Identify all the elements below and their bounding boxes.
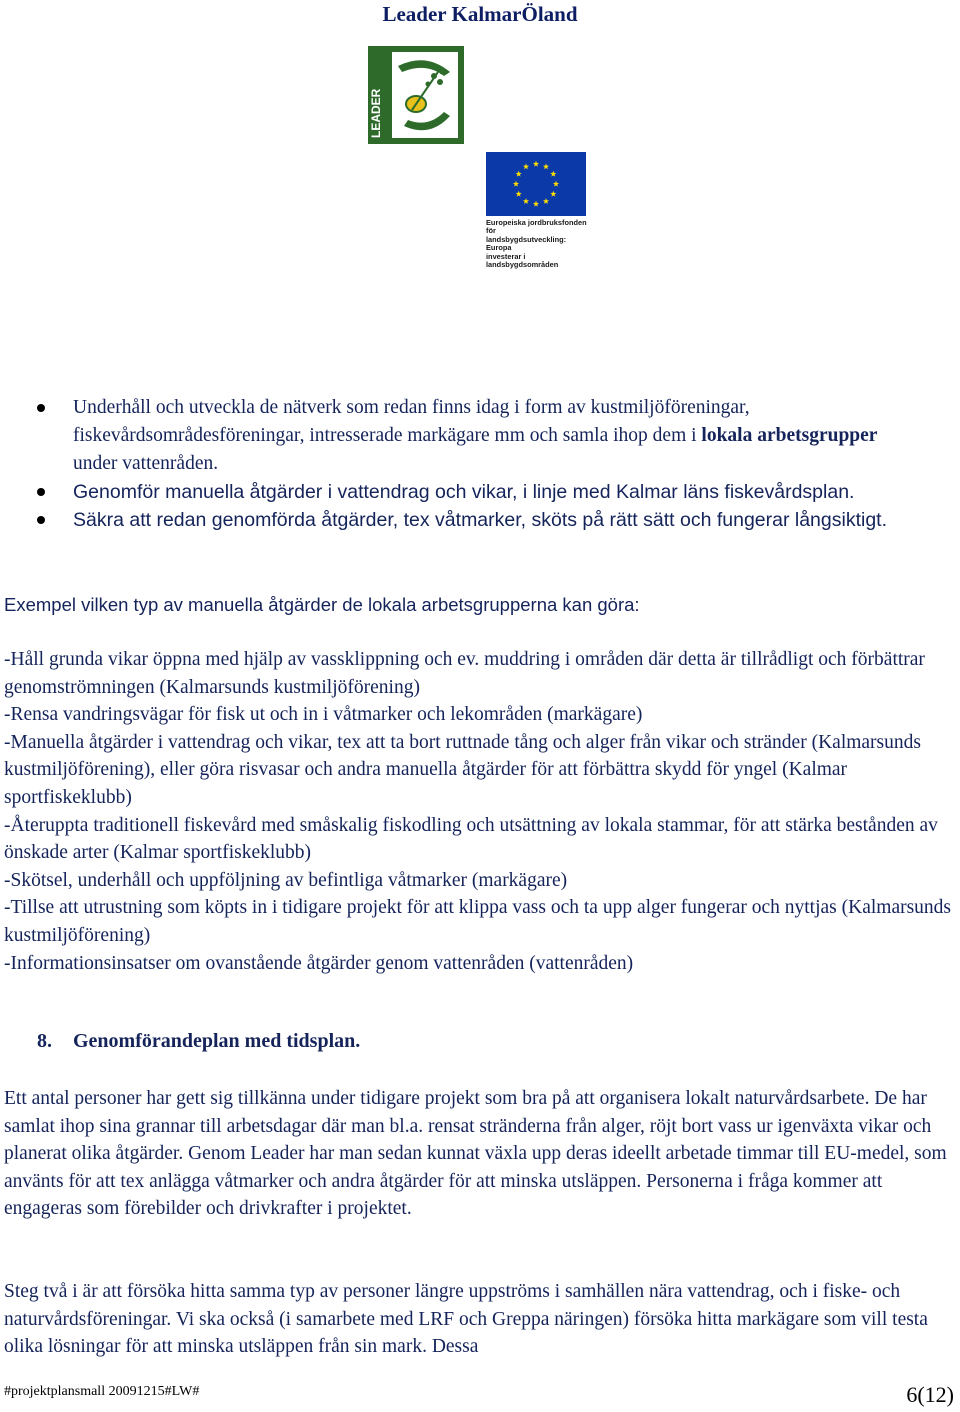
section-number: 8. <box>37 1030 52 1052</box>
section-heading <box>37 1030 360 1053</box>
leader-logo-text: LEADER <box>369 88 383 138</box>
bold-phrase: lokala arbetsgrupper <box>701 425 878 446</box>
eu-caption-line: investerar i landsbygdsområden <box>486 251 559 270</box>
measure-item: -Informationsinsatser om ovanstående åtgärder genom vattenråden (vattenråden) <box>4 952 634 974</box>
measure-item: -Manuella åtgärder i vattendrag och vikar, tex att ta bort ruttnade tång och alger från vikar och stränder (Kalmarsunds kustmiljöförening), eller göra risvasar och andra manuella åtgärder för att förbättra skydd för yngel (Kalmar sportfiskeklubb) <box>4 731 921 808</box>
bullet-text: Genomför manuella åtgärder i vattendrag och vikar, i linje med Kalmar läns fiskevårdsplan. <box>73 481 855 503</box>
body-paragraph: Steg två i är att försöka hitta samma typ av personer längre uppströms i samhällen nära vattendrag, och i fiske- och naturvårdsföreningar. Vi ska också (i samarbete med LRF och Greppa näringen) försöka hitta markägare som vill testa olika lösningar för att minska utsläppen från sin mark. Dessa <box>4 1281 928 1358</box>
bullet-item <box>0 506 960 534</box>
eu-flag-icon <box>486 152 586 216</box>
footer-page-number: 6(12) <box>906 1382 954 1407</box>
leader-logo <box>368 46 464 144</box>
measure-item: -Rensa vandringsvägar för fisk ut och in i våtmarker och lekområden (markägare) <box>4 704 643 726</box>
measure-item: -Skötsel, underhåll och uppföljning av befintliga våtmarker (markägare) <box>4 869 568 891</box>
bullet-text: Säkra att redan genomförda åtgärder, tex våtmarker, sköts på rätt sätt och fungerar långsiktigt. <box>73 509 888 531</box>
section-title: Genomförandeplan med tidsplan. <box>73 1030 361 1052</box>
measure-item: -Håll grunda vikar öppna med hjälp av vassklippning och ev. muddring i områden där detta är tillrådligt och förbättrar genomströmningen (Kalmarsunds kustmiljöförening) <box>4 649 925 698</box>
bullet-text: Underhåll och utveckla de nätverk som redan finns idag i form av kustmiljöföreningar, fiskevårdsområdesföreningar, intresserade markägare mm och samla ihop dem i lokala arbetsgrupper under vattenråden. <box>73 397 878 474</box>
body-paragraph: Ett antal personer har gett sig tillkänna under tidigare projekt som bra på att organisera lokalt naturvårdsarbete. De har samlat ihop sina grannar till arbetsdagar där man bl.a. rensat stränderna från alger, röjt bort vass ur igenväxta vikar och planerat olika åtgärder. Genom Leader har man sedan kunnat växla upp deras ideellt arbetade timmar till EU-medel, som använts för att tex anlägga våtmarker och andra åtgärder för att minska utsläppen. Personerna i fråga kommer att engageras som förebilder och drivkrafter i projektet. <box>4 1088 947 1220</box>
measure-item: -Återuppta traditionell fiskevård med småskalig fiskodling och utsättning av lokala stammar, för att stärka bestånden av önskade arter (Kalmar sportfiskeklubb) <box>4 814 938 864</box>
eu-caption-line: Europeiska jordbruksfonden för <box>486 218 587 236</box>
bullet-icon <box>37 516 45 524</box>
examples-heading: Exempel vilken typ av manuella åtgärder de lokala arbetsgrupperna kan göra: <box>4 594 640 615</box>
page-header-title: Leader KalmarÖland <box>382 2 578 26</box>
bullet-icon <box>37 488 45 496</box>
measure-item: -Tillse att utrustning som köpts in i tidigare projekt för att klippa vass och ta upp alger fungerar och nyttjas (Kalmarsunds kustmiljöförening) <box>4 897 952 946</box>
bullet-icon <box>37 404 45 412</box>
eu-logo <box>486 152 590 269</box>
eu-caption-line: landsbygdsutveckling: Europa <box>486 234 567 253</box>
measures-list <box>4 646 956 977</box>
goal-bullet-list <box>0 394 960 534</box>
eu-caption <box>486 219 590 269</box>
footer-doc-id: #projektplansmall 20091215#LW# <box>4 1384 200 1399</box>
bullet-item <box>0 478 960 506</box>
bullet-item <box>0 394 960 478</box>
